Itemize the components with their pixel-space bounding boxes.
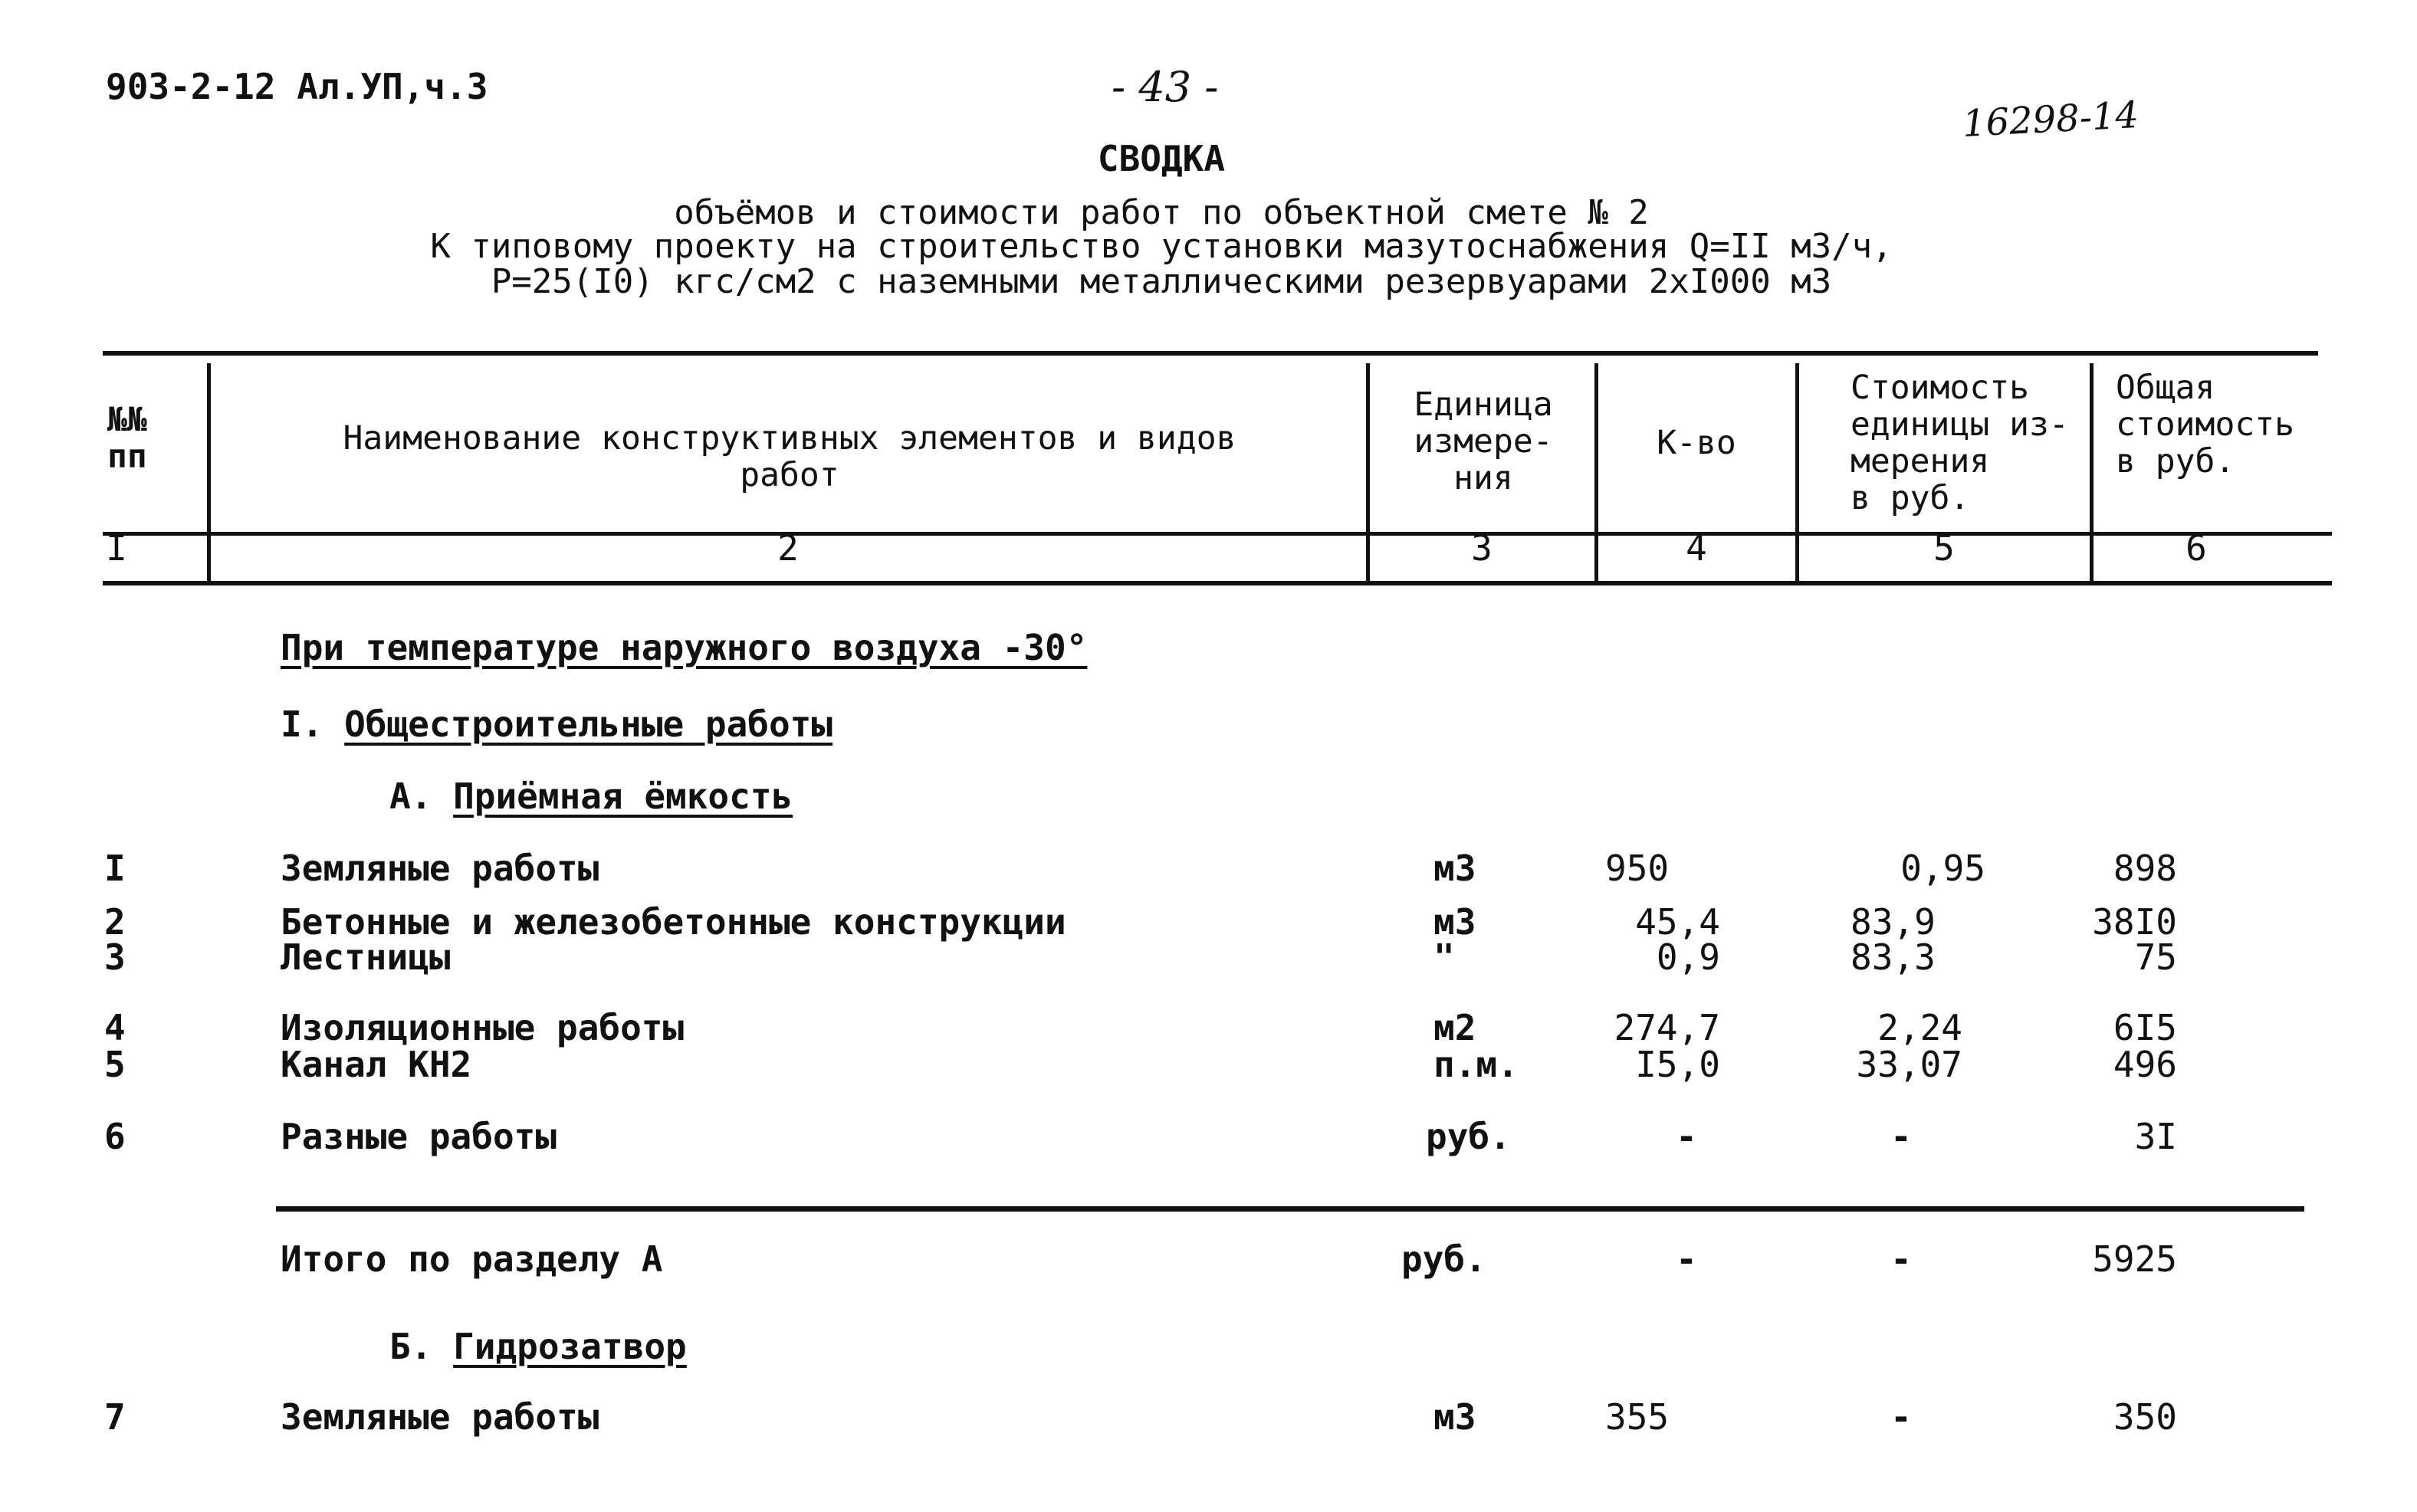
row-unit: " [1433, 936, 1455, 978]
page-number: - 43 - [1112, 63, 1219, 111]
row-number: I [104, 848, 126, 889]
row-name: Лестницы [281, 936, 451, 978]
col-header-unit-price: Стоимость единицы из- мерения в руб. [1851, 369, 2069, 517]
row-qty: 0,9 [1656, 936, 1720, 978]
row-number: 7 [104, 1396, 126, 1438]
inventory-number: 16298-14 [1961, 93, 2140, 146]
row-name: Бетонные и железобетонные конструкции [281, 901, 1066, 943]
subtotal-unit-price: - [1890, 1238, 1912, 1280]
row-name: Земляные работы [281, 1396, 599, 1438]
row-qty: - [1676, 1116, 1697, 1157]
section-1-heading [281, 704, 832, 745]
col-header-total: Общая стоимость в руб. [2116, 369, 2294, 480]
row-unit-price: 2,24 [1877, 1007, 1962, 1048]
row-unit: м2 [1433, 1007, 1476, 1048]
row-qty: 45,4 [1635, 901, 1720, 943]
row-number: 2 [104, 901, 126, 943]
row-unit-price: 83,3 [1851, 936, 1936, 978]
table-top-rule [103, 351, 2318, 356]
section-1-prefix: I. [281, 704, 323, 745]
subtotal-unit: руб. [1401, 1238, 1486, 1280]
row-number: 4 [104, 1007, 126, 1048]
row-total: 75 [2134, 936, 2177, 978]
col-header-number: №№ пп [107, 401, 147, 476]
subtitle-line-3: Р=25(I0) кгс/см2 с наземными металлическими резервуарами 2хI000 м3 [491, 262, 1832, 301]
subtotal-qty: - [1676, 1238, 1697, 1280]
subtotal-rule [276, 1206, 2304, 1212]
row-total: 6I5 [2113, 1007, 2177, 1048]
document-title: СВОДКА [1097, 138, 1226, 179]
subtitle-line-2: К типовому проекту на строительство установки мазутоснабжения Q=II м3/ч, [430, 227, 1893, 266]
row-unit-price: 33,07 [1856, 1044, 1962, 1085]
row-unit: м3 [1433, 848, 1476, 889]
col-number-1: I [106, 527, 127, 569]
section-b-prefix: Б. [389, 1326, 432, 1367]
col-header-qty: К-во [1657, 424, 1736, 462]
row-qty: 274,7 [1614, 1007, 1720, 1048]
section-a-prefix: А. [389, 776, 432, 817]
row-qty: 355 [1605, 1396, 1670, 1438]
row-qty: I5,0 [1635, 1044, 1720, 1085]
row-qty: 950 [1605, 848, 1670, 889]
section-b-title: Гидрозатвор [453, 1326, 687, 1367]
row-unit: руб. [1426, 1116, 1511, 1157]
row-unit: м3 [1433, 901, 1476, 943]
row-number: 5 [104, 1044, 126, 1085]
col-number-4: 4 [1686, 527, 1707, 569]
row-total: 350 [2113, 1396, 2177, 1438]
row-name: Канал КН2 [281, 1044, 472, 1085]
col-header-name: Наименование конструктивных элементов и видов работ [343, 419, 1236, 494]
row-name: Изоляционные работы [281, 1007, 685, 1048]
row-name: Земляные работы [281, 848, 599, 889]
row-number: 6 [104, 1116, 126, 1157]
section-b-heading [389, 1326, 687, 1367]
col-number-5: 5 [1933, 527, 1955, 569]
table-colnum-rule [103, 581, 2332, 585]
row-total: 898 [2113, 848, 2177, 889]
section-1-title: Общестроительные работы [344, 704, 833, 745]
conditions-heading: При температуре наружного воздуха -30° [281, 627, 1088, 668]
col-header-unit: Единица измере- ния [1414, 385, 1553, 497]
row-unit-price: 0,95 [1900, 848, 1985, 889]
subtitle-line-1: объёмов и стоимости работ по объектной смете № 2 [674, 193, 1649, 232]
section-a-title: Приёмная ёмкость [453, 776, 793, 817]
row-unit-price: 83,9 [1851, 901, 1936, 943]
row-total: 38I0 [2092, 901, 2177, 943]
col-number-6: 6 [2185, 527, 2207, 569]
row-number: 3 [104, 936, 126, 978]
row-unit: п.м. [1433, 1044, 1519, 1085]
row-name: Разные работы [281, 1116, 557, 1157]
section-a-heading [389, 776, 793, 817]
row-total: 496 [2113, 1044, 2177, 1085]
col-number-2: 2 [777, 527, 799, 569]
row-total: 3I [2134, 1116, 2177, 1157]
document-code: 903-2-12 Ал.УП,ч.3 [106, 66, 488, 107]
row-unit-price: - [1890, 1396, 1912, 1438]
row-unit-price: - [1890, 1116, 1912, 1157]
subtotal-total: 5925 [2092, 1238, 2177, 1280]
col-number-3: 3 [1471, 527, 1493, 569]
row-unit: м3 [1433, 1396, 1476, 1438]
subtotal-label: Итого по разделу А [281, 1238, 663, 1280]
